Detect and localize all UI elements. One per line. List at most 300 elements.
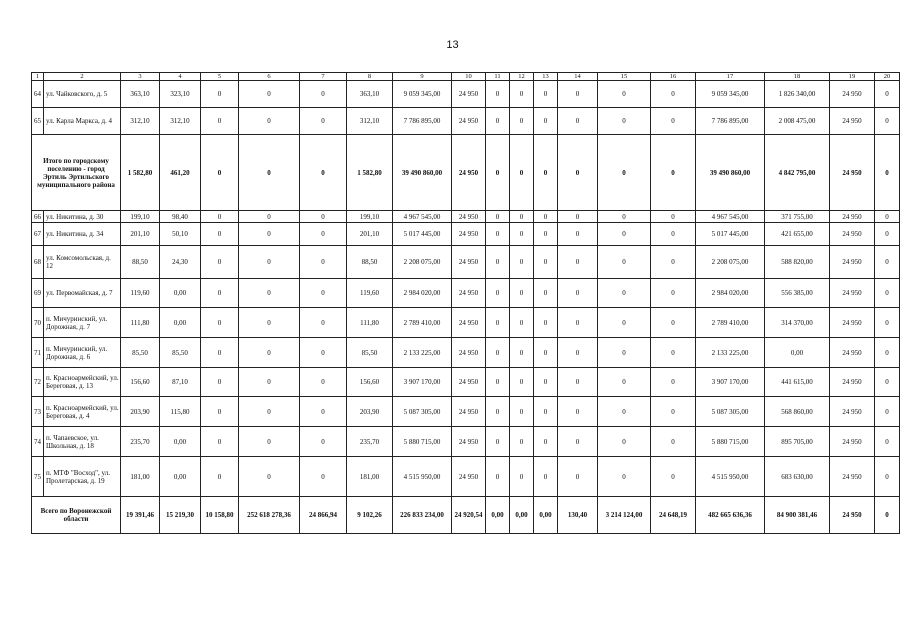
header-cell: 3	[121, 73, 160, 81]
value-cell: 3 907 170,00	[393, 368, 452, 397]
value-cell: 0	[300, 108, 347, 135]
value-cell: 0	[875, 457, 900, 497]
total-value-cell: 0	[598, 135, 651, 211]
value-cell: 0	[875, 279, 900, 308]
value-cell: 24 950	[452, 223, 486, 246]
value-cell: 0	[510, 308, 534, 338]
value-cell: 7 786 895,00	[393, 108, 452, 135]
data-table	[31, 72, 900, 534]
value-cell: 24 950	[452, 108, 486, 135]
value-cell: 0	[558, 108, 598, 135]
value-cell: 235,70	[121, 427, 160, 457]
value-cell: 0	[486, 397, 510, 427]
value-cell: 24 950	[452, 279, 486, 308]
value-cell: 0	[651, 81, 696, 108]
value-cell: 0	[201, 279, 239, 308]
value-cell: 0	[651, 427, 696, 457]
value-cell: 2 789 410,00	[696, 308, 765, 338]
value-cell: 156,60	[121, 368, 160, 397]
value-cell: 0	[239, 223, 300, 246]
value-cell: 0	[598, 108, 651, 135]
value-cell: 85,50	[347, 338, 393, 368]
value-cell: 0	[201, 108, 239, 135]
value-cell: 0	[201, 338, 239, 368]
value-cell: 895 705,00	[765, 427, 830, 457]
value-cell: 0	[534, 427, 558, 457]
table-row	[32, 338, 900, 368]
value-cell: 0	[300, 279, 347, 308]
value-cell: 0	[875, 427, 900, 457]
value-cell: 199,10	[121, 211, 160, 223]
address-cell: ул. Никитина, д. 34	[44, 223, 121, 246]
table-row	[32, 211, 900, 223]
value-cell: 0	[239, 246, 300, 279]
total-value-cell: 482 665 636,36	[696, 497, 765, 534]
value-cell: 24 950	[830, 457, 875, 497]
value-cell: 87,10	[160, 368, 201, 397]
value-cell: 0	[558, 338, 598, 368]
value-cell: 24 950	[830, 223, 875, 246]
total-value-cell: 0,00	[486, 497, 510, 534]
value-cell: 312,10	[121, 108, 160, 135]
value-cell: 0	[486, 108, 510, 135]
row-number-cell: 69	[32, 279, 44, 308]
value-cell: 111,80	[121, 308, 160, 338]
table-row	[32, 457, 900, 497]
value-cell: 0	[598, 397, 651, 427]
total-value-cell: 0	[239, 135, 300, 211]
value-cell: 0	[201, 246, 239, 279]
grand-total-row	[32, 497, 900, 534]
value-cell: 4 515 950,00	[696, 457, 765, 497]
value-cell: 24 950	[452, 338, 486, 368]
value-cell: 0	[651, 211, 696, 223]
value-cell: 88,50	[347, 246, 393, 279]
address-cell: п. Красноармейский, ул. Береговая, д. 13	[44, 368, 121, 397]
total-value-cell: 130,40	[558, 497, 598, 534]
value-cell: 24 950	[830, 397, 875, 427]
address-cell: ул. Чайковского, д. 5	[44, 81, 121, 108]
value-cell: 0	[486, 308, 510, 338]
value-cell: 0	[486, 338, 510, 368]
value-cell: 88,50	[121, 246, 160, 279]
value-cell: 2 984 020,00	[696, 279, 765, 308]
value-cell: 0	[875, 211, 900, 223]
total-value-cell: 24 950	[830, 135, 875, 211]
value-cell: 0	[510, 223, 534, 246]
header-cell: 4	[160, 73, 201, 81]
value-cell: 0	[300, 246, 347, 279]
value-cell: 0	[558, 308, 598, 338]
value-cell: 0	[239, 108, 300, 135]
header-cell: 5	[201, 73, 239, 81]
value-cell: 0	[510, 338, 534, 368]
value-cell: 314 370,00	[765, 308, 830, 338]
row-number-cell: 73	[32, 397, 44, 427]
row-number-cell: 70	[32, 308, 44, 338]
value-cell: 0	[300, 308, 347, 338]
value-cell: 0	[534, 81, 558, 108]
value-cell: 24 950	[452, 397, 486, 427]
value-cell: 323,10	[160, 81, 201, 108]
value-cell: 119,60	[121, 279, 160, 308]
header-cell: 18	[765, 73, 830, 81]
value-cell: 5 017 445,00	[393, 223, 452, 246]
value-cell: 5 087 305,00	[393, 397, 452, 427]
row-number-cell: 71	[32, 338, 44, 368]
value-cell: 201,10	[121, 223, 160, 246]
row-number-cell: 64	[32, 81, 44, 108]
value-cell: 0	[558, 246, 598, 279]
value-cell: 0	[558, 81, 598, 108]
value-cell: 24 950	[830, 246, 875, 279]
address-cell: п. Чапаевское, ул. Школьная, д. 18	[44, 427, 121, 457]
value-cell: 115,80	[160, 397, 201, 427]
value-cell: 0	[510, 211, 534, 223]
total-value-cell: 10 158,80	[201, 497, 239, 534]
header-cell: 20	[875, 73, 900, 81]
value-cell: 0	[239, 427, 300, 457]
value-cell: 0	[534, 246, 558, 279]
value-cell: 24 950	[452, 81, 486, 108]
value-cell: 2 133 225,00	[393, 338, 452, 368]
value-cell: 0	[510, 427, 534, 457]
row-number-cell: 65	[32, 108, 44, 135]
value-cell: 0	[486, 211, 510, 223]
value-cell: 0,00	[160, 457, 201, 497]
value-cell: 24 950	[830, 108, 875, 135]
value-cell: 1 826 340,00	[765, 81, 830, 108]
value-cell: 0	[598, 427, 651, 457]
value-cell: 0	[875, 368, 900, 397]
value-cell: 0	[201, 308, 239, 338]
address-cell: п. МТФ "Восход", ул. Пролетарская, д. 19	[44, 457, 121, 497]
value-cell: 0	[201, 223, 239, 246]
total-value-cell: 0	[201, 135, 239, 211]
value-cell: 0	[558, 211, 598, 223]
value-cell: 2 133 225,00	[696, 338, 765, 368]
value-cell: 312,10	[160, 108, 201, 135]
value-cell: 0	[486, 368, 510, 397]
value-cell: 0	[875, 108, 900, 135]
value-cell: 0	[486, 223, 510, 246]
table-row	[32, 223, 900, 246]
table-row	[32, 308, 900, 338]
value-cell: 0	[201, 427, 239, 457]
table-row	[32, 108, 900, 135]
header-cell: 9	[393, 73, 452, 81]
value-cell: 0	[239, 81, 300, 108]
value-cell: 0	[875, 338, 900, 368]
value-cell: 5 880 715,00	[393, 427, 452, 457]
value-cell: 50,10	[160, 223, 201, 246]
header-cell: 12	[510, 73, 534, 81]
table-row	[32, 279, 900, 308]
value-cell: 24 950	[452, 308, 486, 338]
table-row	[32, 246, 900, 279]
header-cell: 19	[830, 73, 875, 81]
value-cell: 24 950	[452, 246, 486, 279]
value-cell: 0	[875, 397, 900, 427]
value-cell: 0	[534, 308, 558, 338]
value-cell: 0	[651, 108, 696, 135]
value-cell: 0	[300, 427, 347, 457]
value-cell: 0	[598, 81, 651, 108]
value-cell: 2 789 410,00	[393, 308, 452, 338]
value-cell: 0	[486, 457, 510, 497]
address-cell: ул. Карла Маркса, д. 4	[44, 108, 121, 135]
value-cell: 0	[486, 81, 510, 108]
value-cell: 0	[558, 368, 598, 397]
address-cell: ул. Первомайская, д. 7	[44, 279, 121, 308]
value-cell: 0	[558, 427, 598, 457]
value-cell: 24 950	[452, 427, 486, 457]
value-cell: 0	[300, 368, 347, 397]
header-cell: 10	[452, 73, 486, 81]
value-cell: 0	[875, 81, 900, 108]
value-cell: 0	[510, 368, 534, 397]
total-value-cell: 0	[875, 497, 900, 534]
value-cell: 4 967 545,00	[393, 211, 452, 223]
total-value-cell: 39 490 860,00	[393, 135, 452, 211]
value-cell: 0	[598, 279, 651, 308]
value-cell: 0	[598, 211, 651, 223]
value-cell: 2 208 075,00	[393, 246, 452, 279]
value-cell: 0	[534, 368, 558, 397]
header-cell: 1	[32, 73, 44, 81]
value-cell: 4 967 545,00	[696, 211, 765, 223]
value-cell: 5 880 715,00	[696, 427, 765, 457]
value-cell: 0,00	[160, 427, 201, 457]
value-cell: 0	[558, 223, 598, 246]
value-cell: 0	[486, 427, 510, 457]
header-row	[32, 73, 900, 81]
value-cell: 4 515 950,00	[393, 457, 452, 497]
header-cell: 8	[347, 73, 393, 81]
total-value-cell: 19 391,46	[121, 497, 160, 534]
subtotal-label: Итого по городскому поселению - город Эртиль Эртильского муниципального района	[32, 135, 121, 211]
value-cell: 0	[239, 397, 300, 427]
table-row	[32, 81, 900, 108]
value-cell: 24 950	[830, 427, 875, 457]
total-value-cell: 0	[510, 135, 534, 211]
value-cell: 24 950	[452, 211, 486, 223]
value-cell: 0	[651, 368, 696, 397]
value-cell: 111,80	[347, 308, 393, 338]
value-cell: 5 017 445,00	[696, 223, 765, 246]
value-cell: 0	[486, 279, 510, 308]
value-cell: 0	[534, 223, 558, 246]
value-cell: 0	[651, 457, 696, 497]
value-cell: 2 984 020,00	[393, 279, 452, 308]
value-cell: 556 385,00	[765, 279, 830, 308]
value-cell: 201,10	[347, 223, 393, 246]
value-cell: 0	[651, 397, 696, 427]
total-value-cell: 24 950	[452, 135, 486, 211]
value-cell: 0	[651, 308, 696, 338]
total-value-cell: 0	[875, 135, 900, 211]
total-value-cell: 0	[534, 135, 558, 211]
value-cell: 7 786 895,00	[696, 108, 765, 135]
header-cell: 13	[534, 73, 558, 81]
value-cell: 24 950	[452, 368, 486, 397]
value-cell: 0	[598, 368, 651, 397]
value-cell: 24,30	[160, 246, 201, 279]
value-cell: 0	[558, 397, 598, 427]
value-cell: 5 087 305,00	[696, 397, 765, 427]
value-cell: 181,00	[347, 457, 393, 497]
total-value-cell: 0	[486, 135, 510, 211]
total-value-cell: 252 618 278,36	[239, 497, 300, 534]
total-value-cell: 461,20	[160, 135, 201, 211]
value-cell: 0	[300, 397, 347, 427]
page-number: 13	[446, 39, 459, 51]
value-cell: 0	[510, 246, 534, 279]
header-cell: 16	[651, 73, 696, 81]
total-value-cell: 1 582,80	[121, 135, 160, 211]
value-cell: 363,10	[121, 81, 160, 108]
value-cell: 0	[598, 457, 651, 497]
table-row	[32, 397, 900, 427]
value-cell: 0	[651, 279, 696, 308]
grand-total-label: Всего по Воронежской области	[32, 497, 121, 534]
value-cell: 0	[300, 223, 347, 246]
value-cell: 363,10	[347, 81, 393, 108]
value-cell: 0	[598, 223, 651, 246]
value-cell: 0	[201, 397, 239, 427]
value-cell: 0	[201, 457, 239, 497]
total-value-cell: 0	[558, 135, 598, 211]
value-cell: 9 059 345,00	[393, 81, 452, 108]
value-cell: 0	[651, 223, 696, 246]
value-cell: 0,00	[160, 279, 201, 308]
total-value-cell: 24 920,54	[452, 497, 486, 534]
value-cell: 0	[875, 308, 900, 338]
value-cell: 0	[510, 279, 534, 308]
header-cell: 17	[696, 73, 765, 81]
value-cell: 0	[651, 338, 696, 368]
value-cell: 156,60	[347, 368, 393, 397]
value-cell: 119,60	[347, 279, 393, 308]
value-cell: 85,50	[160, 338, 201, 368]
row-number-cell: 67	[32, 223, 44, 246]
total-value-cell: 0	[651, 135, 696, 211]
address-cell: ул. Комсомольская, д. 12	[44, 246, 121, 279]
value-cell: 0,00	[765, 338, 830, 368]
value-cell: 0	[239, 368, 300, 397]
value-cell: 24 950	[830, 279, 875, 308]
value-cell: 0	[558, 457, 598, 497]
value-cell: 2 208 075,00	[696, 246, 765, 279]
header-cell: 2	[44, 73, 121, 81]
value-cell: 203,90	[347, 397, 393, 427]
value-cell: 3 907 170,00	[696, 368, 765, 397]
value-cell: 371 755,00	[765, 211, 830, 223]
value-cell: 0	[598, 246, 651, 279]
total-value-cell: 226 833 234,00	[393, 497, 452, 534]
total-value-cell: 0,00	[534, 497, 558, 534]
value-cell: 0	[534, 338, 558, 368]
value-cell: 203,90	[121, 397, 160, 427]
value-cell: 568 860,00	[765, 397, 830, 427]
value-cell: 0	[651, 246, 696, 279]
value-cell: 441 615,00	[765, 368, 830, 397]
value-cell: 85,50	[121, 338, 160, 368]
value-cell: 683 630,00	[765, 457, 830, 497]
header-cell: 15	[598, 73, 651, 81]
value-cell: 0	[239, 308, 300, 338]
value-cell: 0	[534, 457, 558, 497]
total-value-cell: 39 490 860,00	[696, 135, 765, 211]
total-value-cell: 24 866,94	[300, 497, 347, 534]
value-cell: 0	[510, 81, 534, 108]
address-cell: п. Мичуринский, ул. Дорожная, д. 7	[44, 308, 121, 338]
address-cell: п. Мичуринский, ул. Дорожная, д. 6	[44, 338, 121, 368]
row-number-cell: 68	[32, 246, 44, 279]
value-cell: 0,00	[160, 308, 201, 338]
value-cell: 0	[239, 457, 300, 497]
value-cell: 0	[534, 397, 558, 427]
total-value-cell: 0	[300, 135, 347, 211]
value-cell: 199,10	[347, 211, 393, 223]
table-row	[32, 427, 900, 457]
value-cell: 24 950	[830, 211, 875, 223]
total-value-cell: 24 648,19	[651, 497, 696, 534]
row-number-cell: 74	[32, 427, 44, 457]
row-number-cell: 72	[32, 368, 44, 397]
address-cell: п. Красноармейский, ул. Береговая, д. 4	[44, 397, 121, 427]
value-cell: 0	[201, 81, 239, 108]
value-cell: 0	[598, 308, 651, 338]
value-cell: 0	[300, 457, 347, 497]
address-cell: ул. Никитина, д. 30	[44, 211, 121, 223]
row-number-cell: 75	[32, 457, 44, 497]
value-cell: 0	[598, 338, 651, 368]
total-value-cell: 4 842 795,00	[765, 135, 830, 211]
value-cell: 0	[534, 108, 558, 135]
header-cell: 14	[558, 73, 598, 81]
value-cell: 0	[300, 338, 347, 368]
value-cell: 0	[201, 368, 239, 397]
value-cell: 0	[201, 211, 239, 223]
value-cell: 0	[875, 223, 900, 246]
value-cell: 0	[300, 81, 347, 108]
subtotal-row	[32, 135, 900, 211]
header-cell: 7	[300, 73, 347, 81]
total-value-cell: 1 582,80	[347, 135, 393, 211]
value-cell: 0	[239, 338, 300, 368]
value-cell: 0	[510, 457, 534, 497]
value-cell: 0	[239, 279, 300, 308]
total-value-cell: 84 900 381,46	[765, 497, 830, 534]
value-cell: 421 655,00	[765, 223, 830, 246]
total-value-cell: 24 950	[830, 497, 875, 534]
value-cell: 0	[534, 211, 558, 223]
value-cell: 24 950	[830, 81, 875, 108]
value-cell: 0	[558, 279, 598, 308]
value-cell: 0	[510, 108, 534, 135]
total-value-cell: 3 214 124,00	[598, 497, 651, 534]
total-value-cell: 15 219,30	[160, 497, 201, 534]
value-cell: 0	[239, 211, 300, 223]
value-cell: 2 008 475,00	[765, 108, 830, 135]
value-cell: 0	[875, 246, 900, 279]
row-number-cell: 66	[32, 211, 44, 223]
total-value-cell: 0,00	[510, 497, 534, 534]
value-cell: 0	[300, 211, 347, 223]
value-cell: 0	[534, 279, 558, 308]
value-cell: 24 950	[830, 308, 875, 338]
